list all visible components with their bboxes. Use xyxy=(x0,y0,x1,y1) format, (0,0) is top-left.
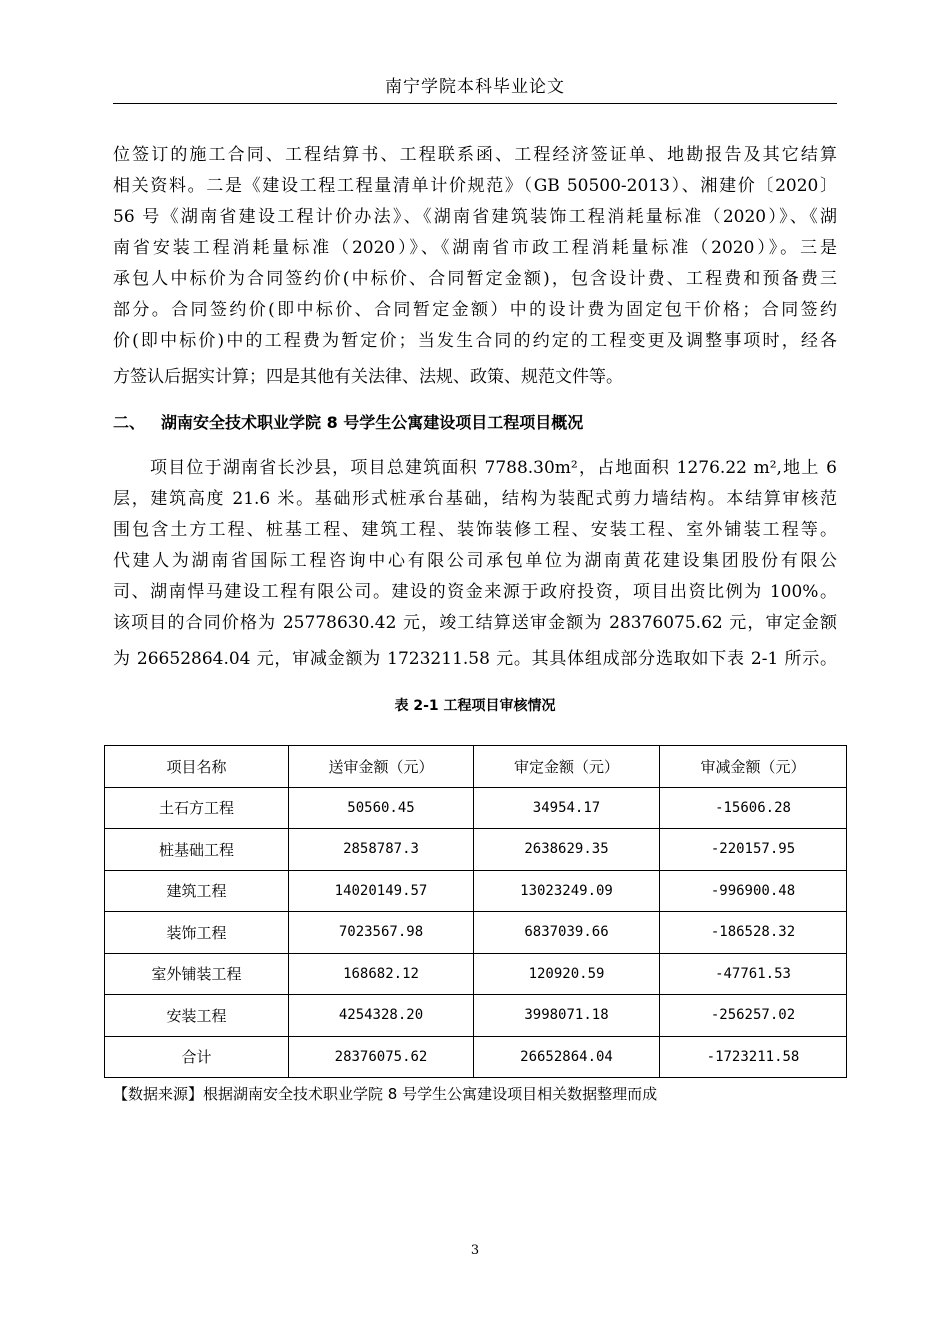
header-approved-amount: 审定金额（元） xyxy=(474,746,660,788)
table-row xyxy=(105,870,847,912)
cell-approved: 120920.59 xyxy=(474,953,660,995)
cell-submitted: 28376075.62 xyxy=(289,1036,474,1078)
cell-submitted: 2858787.3 xyxy=(289,829,474,871)
cell-reduction: -256257.02 xyxy=(660,995,847,1037)
cell-submitted: 50560.45 xyxy=(289,787,474,829)
table-row xyxy=(105,953,847,995)
cell-reduction: -1723211.58 xyxy=(660,1036,847,1078)
para1-line: 位签订的施工合同、工程结算书、工程联系函、工程经济签证单、地勘报告及其它结算 xyxy=(113,145,837,165)
para2-line: 为 26652864.04 元，审减金额为 1723211.58 元。其具体组成部分选取如下表 2-1 所示。 xyxy=(113,649,837,669)
cell-submitted: 14020149.57 xyxy=(289,870,474,912)
table-header-row xyxy=(105,746,847,788)
cell-reduction: -15606.28 xyxy=(660,787,847,829)
cell-submitted: 4254328.20 xyxy=(289,995,474,1037)
page-number: 3 xyxy=(470,1243,480,1258)
para1-line: 56 号《湖南省建设工程计价办法》、《湖南省建筑装饰工程消耗量标准（2020）》、《湖 xyxy=(113,207,837,227)
para2-line: 司、湖南悍马建设工程有限公司。建设的资金来源于政府投资，项目出资比例为 100%。 xyxy=(113,582,837,602)
para1-line: 部分。合同签约价(即中标价、合同暂定金额）中的设计费为固定包干价格；合同签约 xyxy=(113,300,837,320)
cell-project-name: 室外铺装工程 xyxy=(105,953,289,995)
para1-line: 价(即中标价)中的工程费为暂定价；当发生合同的约定的工程变更及调整事项时，经各 xyxy=(113,331,837,351)
cell-approved: 26652864.04 xyxy=(474,1036,660,1078)
data-source-note: 【数据来源】根据湖南安全技术职业学院 8 号学生公寓建设项目相关数据整理而成 xyxy=(113,1085,658,1103)
cell-approved: 3998071.18 xyxy=(474,995,660,1037)
table-total-row xyxy=(105,1036,847,1078)
cell-approved: 34954.17 xyxy=(474,787,660,829)
para2-line: 层，建筑高度 21.6 米。基础形式桩承台基础，结构为装配式剪力墙结构。本结算审核范 xyxy=(113,489,837,509)
table-row xyxy=(105,995,847,1037)
cell-project-name: 建筑工程 xyxy=(105,870,289,912)
header-reduction-amount: 审减金额（元） xyxy=(660,746,847,788)
cell-submitted: 7023567.98 xyxy=(289,912,474,954)
para2-line: 项目位于湖南省长沙县，项目总建筑面积 7788.30m²，占地面积 1276.22 m²,地上 6 xyxy=(150,458,837,478)
para1-line: 南省安装工程消耗量标准（2020）》、《湖南省市政工程消耗量标准（2020）》。三是 xyxy=(113,238,837,258)
cell-project-name: 合计 xyxy=(105,1036,289,1078)
audit-table xyxy=(104,745,847,1078)
para1-line: 方签认后据实计算；四是其他有关法律、法规、政策、规范文件等。 xyxy=(113,367,623,387)
para2-line: 该项目的合同价格为 25778630.42 元，竣工结算送审金额为 28376075.62 元，审定金额 xyxy=(113,613,837,633)
cell-submitted: 168682.12 xyxy=(289,953,474,995)
cell-reduction: -47761.53 xyxy=(660,953,847,995)
section-number: 二、 xyxy=(113,413,146,432)
cell-reduction: -996900.48 xyxy=(660,870,847,912)
cell-approved: 13023249.09 xyxy=(474,870,660,912)
table-row xyxy=(105,829,847,871)
cell-project-name: 土石方工程 xyxy=(105,787,289,829)
header-divider xyxy=(113,103,837,104)
para2-line: 围包含土方工程、桩基工程、建筑工程、装饰装修工程、安装工程、室外铺装工程等。 xyxy=(113,520,837,540)
page-header-title: 南宁学院本科毕业论文 xyxy=(385,77,565,97)
table-row xyxy=(105,787,847,829)
cell-project-name: 安装工程 xyxy=(105,995,289,1037)
table-caption: 表 2-1 工程项目审核情况 xyxy=(394,698,556,714)
cell-reduction: -186528.32 xyxy=(660,912,847,954)
para1-line: 承包人中标价为合同签约价(中标价、合同暂定金额)，包含设计费、工程费和预备费三 xyxy=(113,269,837,289)
cell-project-name: 装饰工程 xyxy=(105,912,289,954)
section-heading xyxy=(113,408,837,438)
table-row xyxy=(105,912,847,954)
cell-approved: 2638629.35 xyxy=(474,829,660,871)
section-title: 湖南安全技术职业学院 8 号学生公寓建设项目工程项目概况 xyxy=(161,413,584,432)
cell-project-name: 桩基础工程 xyxy=(105,829,289,871)
header-project-name: 项目名称 xyxy=(105,746,289,788)
cell-approved: 6837039.66 xyxy=(474,912,660,954)
para1-line: 相关资料。二是《建设工程工程量清单计价规范》（GB 50500-2013）、湘建价〔2020〕 xyxy=(113,176,837,196)
para2-line: 代建人为湖南省国际工程咨询中心有限公司承包单位为湖南黄花建设集团股份有限公 xyxy=(113,551,837,571)
header-submitted-amount: 送审金额（元） xyxy=(289,746,474,788)
cell-reduction: -220157.95 xyxy=(660,829,847,871)
